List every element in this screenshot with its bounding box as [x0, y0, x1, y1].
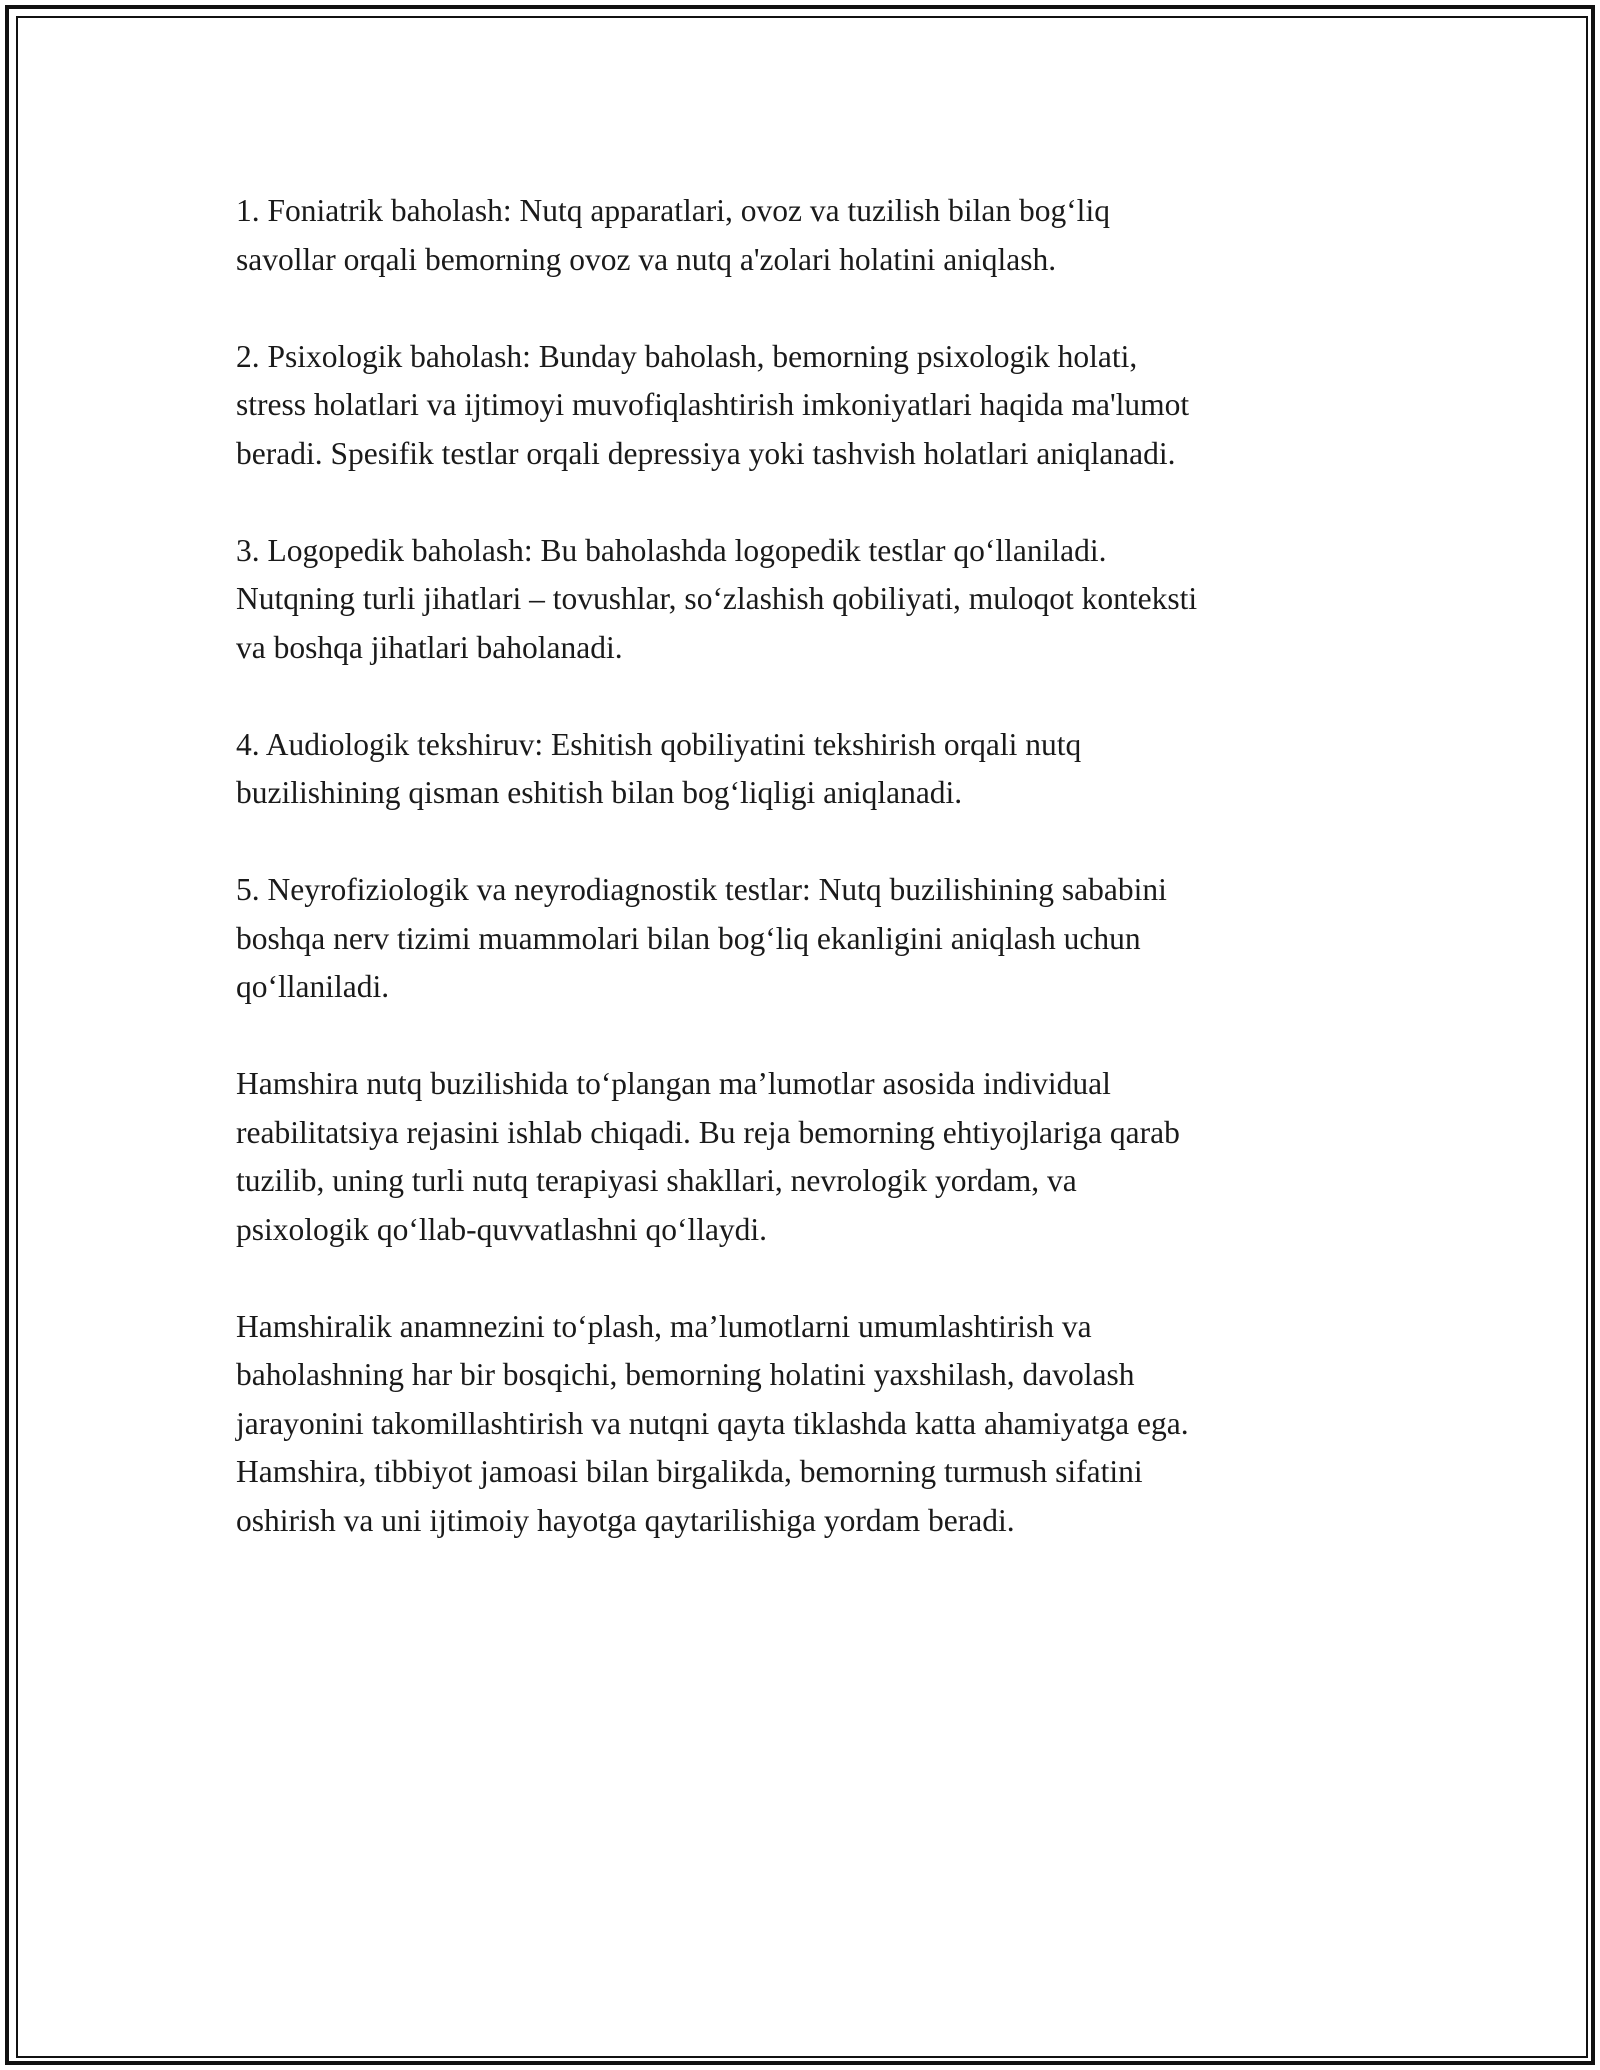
paragraph-audiologik: 4. Audiologik tekshiruv: Eshitish qobiliyatini tekshirish orqali nutq buzilishining qisman eshitish bilan bog‘liqligi aniqlanadi.: [236, 726, 1082, 810]
document-body: [236, 187, 1366, 1594]
paragraph-foniatrik: 1. Foniatrik baholash: Nutq apparatlari, ovoz va tuzilish bilan bog‘liq savollar orqali bemorning ovoz va nutq a'zolari holatini aniqlash.: [236, 193, 1110, 277]
paragraph-reabilitatsiya: Hamshira nutq buzilishida to‘plangan ma’lumotlar asosida individual reabilitatsiya rejasini ishlab chiqadi. Bu reja bemorning ehtiyojlariga qarab tuzilib, uning turli nutq terapiyasi shakllari, nevrologik yordam, va psixologik qo‘llab-quvvatlashni qo‘llaydi.: [236, 1066, 1180, 1247]
paragraph-psixologik: 2. Psixologik baholash: Bunday baholash, bemorning psixologik holati, stress holatlari va ijtimoyi muvofiqlashtirish imkoniyatlari haqida ma'lumot beradi. Spesifik testlar orqali depressiya yoki tashvish holatlari aniqlanadi.: [236, 338, 1190, 471]
paragraph-neyrofiziologik: 5. Neyrofiziologik va neyrodiagnostik testlar: Nutq buzilishining sababini boshqa nerv tizimi muammolari bilan bog‘liq ekanligini aniqlash uchun qo‘llaniladi.: [236, 872, 1167, 1004]
paragraph-xulosa: Hamshiralik anamnezini to‘plash, ma’lumotlarni umumlashtirish va baholashning har bir bosqichi, bemorning holatini yaxshilash, davolash jarayonini takomillashtirish va nutqni qayta tiklashda katta ahamiyatga ega. Hamshira, tibbiyot jamoasi bilan birgalikda, bemorning turmush sifatini oshirish va uni ijtimoiy hayotga qaytarilishiga yordam beradi.: [236, 1308, 1189, 1538]
paragraph-logopedik: 3. Logopedik baholash: Bu baholashda logopedik testlar qo‘llaniladi. Nutqning turli jihatlari – tovushlar, so‘zlashish qobiliyati, muloqot konteksti va boshqa jihatlari baholanadi.: [236, 532, 1198, 665]
